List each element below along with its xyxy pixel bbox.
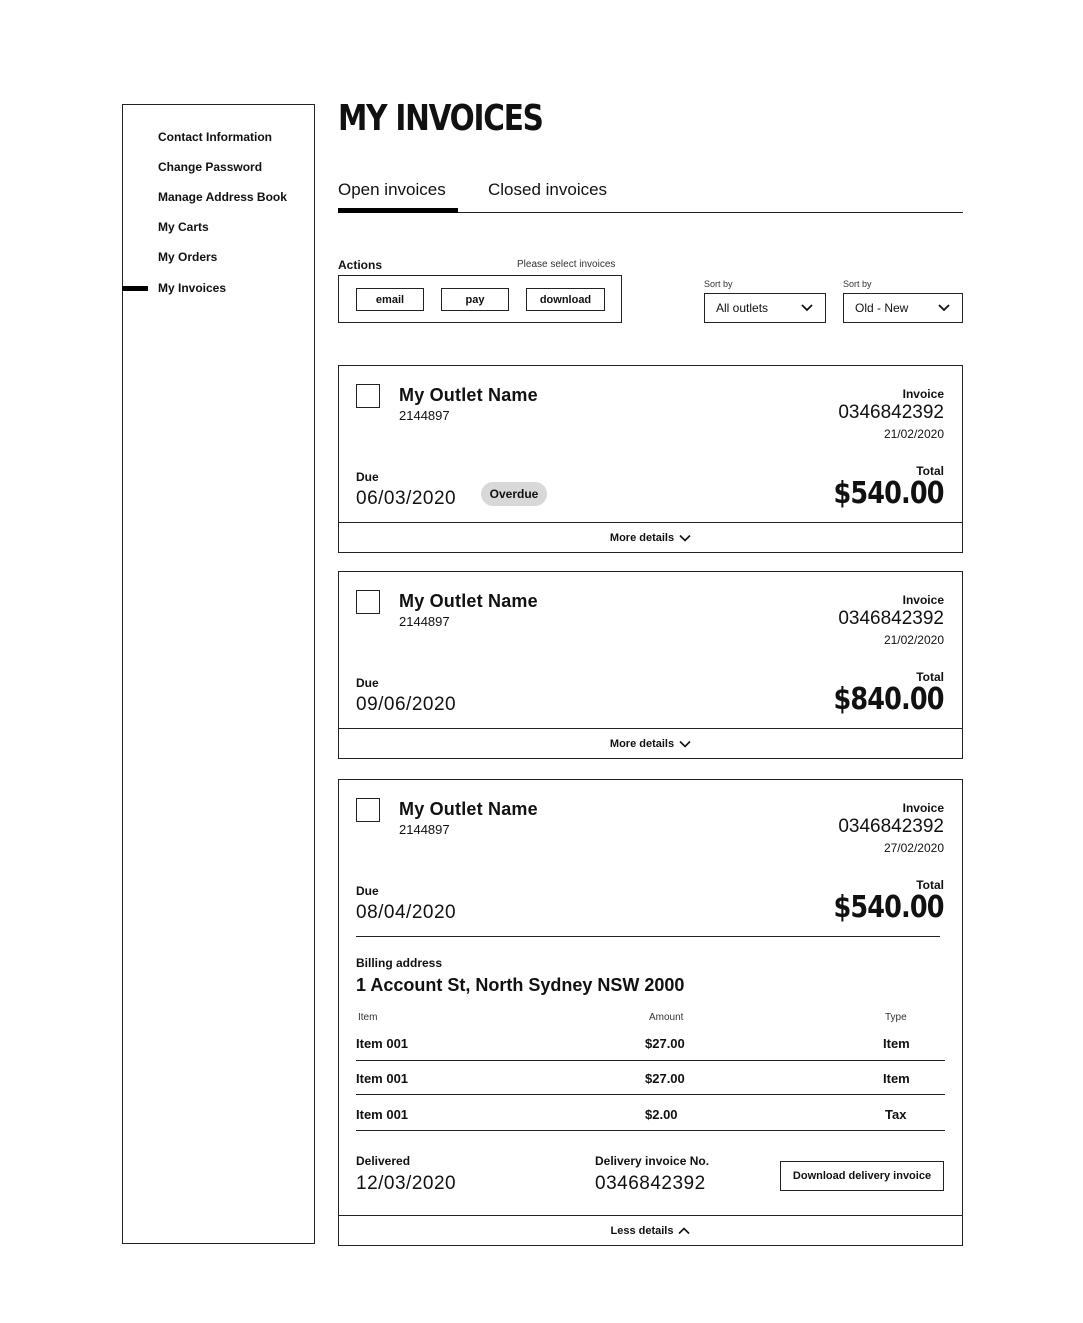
sidebar-item-my-orders[interactable]: My Orders [158, 250, 218, 264]
line-item-amount: $27.00 [645, 1036, 685, 1051]
invoice-card [338, 365, 963, 553]
details-toggle-label: Less details [610, 1224, 674, 1237]
line-item-name: Item 001 [356, 1071, 409, 1086]
tab-open-invoices[interactable]: Open invoices [338, 180, 446, 199]
chevron-down-icon [679, 534, 691, 542]
delivery-invoice-label: Delivery invoice No. [595, 1154, 710, 1168]
sidebar-item-my-carts[interactable]: My Carts [158, 220, 209, 234]
delivery-invoice-number: 0346842392 [595, 1173, 706, 1194]
details-toggle-label: More details [609, 737, 675, 750]
details-toggle-label: More details [609, 531, 675, 544]
line-item-name: Item 001 [356, 1107, 409, 1122]
sort-outlets-select[interactable] [704, 293, 826, 323]
invoice-label: Invoice [902, 801, 944, 815]
due-date: 08/04/2020 [356, 902, 457, 923]
sidebar-item-my-invoices[interactable]: My Invoices [158, 281, 227, 295]
invoice-total: $840.00 [833, 682, 944, 717]
pay-button[interactable]: pay [441, 288, 509, 311]
column-header-type: Type [885, 1012, 907, 1023]
due-label: Due [356, 884, 379, 898]
outlet-id: 2144897 [399, 408, 450, 423]
invoice-date: 27/02/2020 [883, 841, 944, 855]
invoice-total: $540.00 [833, 890, 944, 925]
invoice-label: Invoice [902, 593, 944, 607]
invoice-number: 0346842392 [838, 608, 944, 629]
total-label: Total [916, 464, 944, 478]
sort-order-value: Old - New [855, 301, 909, 315]
invoice-date: 21/02/2020 [883, 427, 944, 441]
outlet-name: My Outlet Name [399, 385, 538, 405]
chevron-down-icon [679, 740, 691, 748]
outlet-name: My Outlet Name [399, 799, 538, 819]
line-item-type: Item [883, 1071, 910, 1086]
invoice-total: $540.00 [833, 476, 944, 511]
invoice-select-checkbox[interactable] [356, 798, 380, 822]
due-date: 06/03/2020 [356, 488, 457, 509]
total-label: Total [916, 670, 944, 684]
sort-order-label: Sort by [843, 279, 872, 289]
chevron-down-icon [938, 303, 950, 313]
column-header-item: Item [358, 1012, 378, 1023]
actions-hint: Please select invoices [517, 259, 616, 270]
actions-group [338, 275, 622, 323]
sidebar-item-change-password[interactable]: Change Password [158, 160, 263, 174]
outlet-id: 2144897 [399, 822, 450, 837]
due-label: Due [356, 470, 379, 484]
invoice-number: 0346842392 [838, 816, 944, 837]
sidebar-item-manage-address-book[interactable]: Manage Address Book [158, 190, 287, 204]
sort-order-select[interactable] [843, 293, 963, 323]
active-tab-indicator [338, 208, 458, 213]
row-divider [356, 1094, 945, 1095]
row-divider [356, 1130, 945, 1131]
due-label: Due [356, 676, 379, 690]
invoice-select-checkbox[interactable] [356, 590, 380, 614]
invoice-card [338, 571, 963, 759]
delivered-date: 12/03/2020 [356, 1173, 457, 1194]
more-details-toggle[interactable] [339, 522, 962, 552]
outlet-name: My Outlet Name [399, 591, 538, 611]
due-date: 09/06/2020 [356, 694, 457, 715]
tab-closed-invoices[interactable]: Closed invoices [488, 180, 608, 199]
more-details-toggle[interactable] [339, 728, 962, 758]
invoice-label: Invoice [902, 387, 944, 401]
invoice-number: 0346842392 [838, 402, 944, 423]
line-item-amount: $27.00 [645, 1071, 685, 1086]
billing-address-label: Billing address [356, 956, 443, 970]
invoice-select-checkbox[interactable] [356, 384, 380, 408]
chevron-down-icon [801, 303, 813, 313]
active-item-marker [122, 286, 148, 291]
less-details-toggle[interactable] [339, 1215, 962, 1245]
download-delivery-invoice-button[interactable]: Download delivery invoice [780, 1161, 944, 1191]
invoice-date: 21/02/2020 [883, 633, 944, 647]
line-item-name: Item 001 [356, 1036, 409, 1051]
download-button[interactable]: download [526, 288, 605, 311]
delivered-label: Delivered [356, 1154, 411, 1168]
line-item-amount: $2.00 [645, 1107, 678, 1122]
line-item-type: Tax [885, 1107, 907, 1122]
sort-outlets-label: Sort by [704, 279, 733, 289]
account-sidebar [122, 104, 315, 1244]
billing-address: 1 Account St, North Sydney NSW 2000 [356, 975, 685, 995]
email-button[interactable]: email [356, 288, 424, 311]
sidebar-item-contact-information[interactable]: Contact Information [158, 130, 272, 144]
row-divider [356, 1060, 945, 1061]
total-label: Total [916, 878, 944, 892]
status-badge: Overdue [481, 482, 547, 506]
outlet-id: 2144897 [399, 614, 450, 629]
actions-label: Actions [338, 258, 383, 272]
line-item-type: Item [883, 1036, 910, 1051]
sort-outlets-value: All outlets [716, 301, 769, 315]
page-title: MY INVOICES [338, 98, 543, 139]
invoice-card-expanded [338, 779, 963, 1246]
chevron-up-icon [678, 1227, 690, 1235]
section-divider [356, 936, 940, 937]
column-header-amount: Amount [649, 1012, 684, 1023]
